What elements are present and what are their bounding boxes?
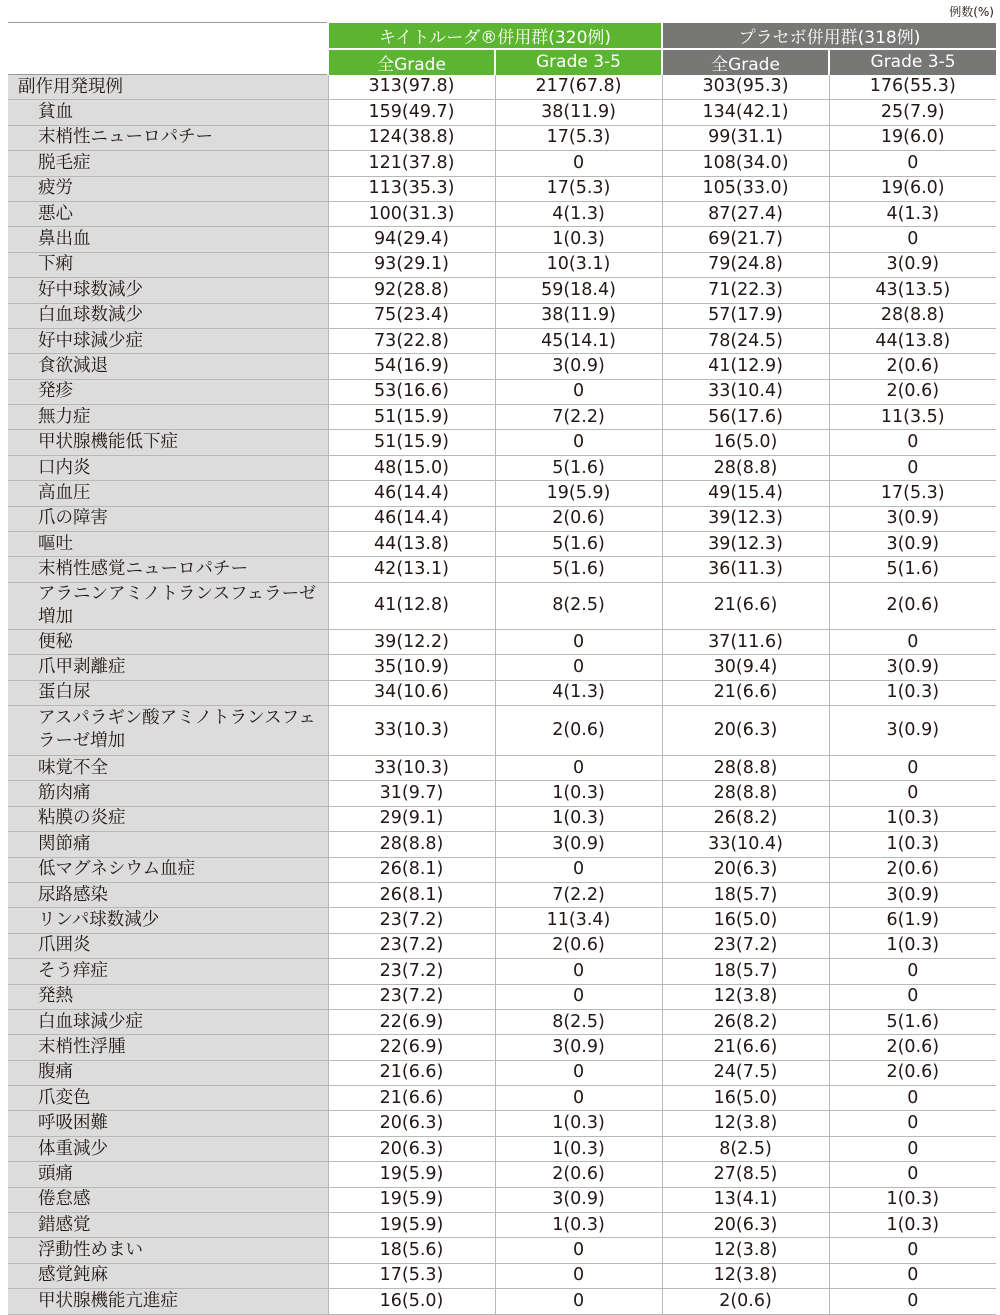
row-value: 134(42.1) xyxy=(662,100,829,125)
row-value: 38(11.9) xyxy=(495,303,662,328)
row-value: 0 xyxy=(495,959,662,984)
table-row xyxy=(8,1187,996,1212)
row-value: 21(6.6) xyxy=(328,1086,495,1111)
row-value: 0 xyxy=(495,1086,662,1111)
table-row xyxy=(8,481,996,506)
row-label: 嘔吐 xyxy=(8,532,328,557)
row-value: 0 xyxy=(829,959,996,984)
row-value: 21(6.6) xyxy=(662,582,829,629)
row-value: 3(0.9) xyxy=(829,655,996,680)
row-value: 3(0.9) xyxy=(829,252,996,277)
row-value: 1(0.3) xyxy=(495,227,662,252)
table-row xyxy=(8,806,996,831)
row-value: 12(3.8) xyxy=(662,1263,829,1288)
row-value: 5(1.6) xyxy=(829,557,996,582)
row-value: 2(0.6) xyxy=(829,582,996,629)
row-value: 0 xyxy=(495,151,662,176)
row-value: 17(5.3) xyxy=(328,1263,495,1288)
row-label: 下痢 xyxy=(8,252,328,277)
row-label: 低マグネシウム血症 xyxy=(8,857,328,882)
row-value: 1(0.3) xyxy=(829,933,996,958)
row-value: 2(0.6) xyxy=(829,857,996,882)
table-row xyxy=(8,933,996,958)
table-body xyxy=(8,75,996,1315)
row-value: 0 xyxy=(829,1086,996,1111)
table-row xyxy=(8,1060,996,1085)
subheader-placebo-all-grade: 全Grade xyxy=(662,49,829,75)
table-row xyxy=(8,125,996,150)
row-value: 4(1.3) xyxy=(495,680,662,705)
row-value: 33(10.3) xyxy=(328,755,495,780)
row-value: 34(10.6) xyxy=(328,680,495,705)
row-label: 爪甲剥離症 xyxy=(8,655,328,680)
table-row xyxy=(8,100,996,125)
row-label: 無力症 xyxy=(8,405,328,430)
row-label: 好中球減少症 xyxy=(8,328,328,353)
table-row xyxy=(8,227,996,252)
row-value: 3(0.9) xyxy=(495,1035,662,1060)
row-label: 尿路感染 xyxy=(8,882,328,907)
row-value: 2(0.6) xyxy=(495,1162,662,1187)
table-row xyxy=(8,278,996,303)
row-value: 45(14.1) xyxy=(495,328,662,353)
row-value: 26(8.2) xyxy=(662,1009,829,1034)
row-value: 0 xyxy=(829,1162,996,1187)
table-row xyxy=(8,252,996,277)
row-value: 108(34.0) xyxy=(662,151,829,176)
table-row xyxy=(8,379,996,404)
row-value: 12(3.8) xyxy=(662,1238,829,1263)
row-value: 27(8.5) xyxy=(662,1162,829,1187)
row-value: 1(0.3) xyxy=(829,806,996,831)
row-value: 16(5.0) xyxy=(328,1289,495,1314)
row-value: 0 xyxy=(495,1238,662,1263)
row-value: 0 xyxy=(829,755,996,780)
row-value: 16(5.0) xyxy=(662,430,829,455)
row-value: 19(5.9) xyxy=(328,1213,495,1238)
row-value: 16(5.0) xyxy=(662,908,829,933)
table-row xyxy=(8,354,996,379)
row-value: 11(3.5) xyxy=(829,405,996,430)
row-label: 甲状腺機能亢進症 xyxy=(8,1289,328,1314)
row-label: 蛋白尿 xyxy=(8,680,328,705)
row-label: 食欲減退 xyxy=(8,354,328,379)
row-value: 19(5.9) xyxy=(328,1187,495,1212)
row-label: 粘膜の炎症 xyxy=(8,806,328,831)
row-value: 33(10.4) xyxy=(662,379,829,404)
subheader-keytruda-all-grade: 全Grade xyxy=(328,49,495,75)
row-value: 0 xyxy=(495,655,662,680)
row-value: 51(15.9) xyxy=(328,430,495,455)
row-value: 41(12.8) xyxy=(328,582,495,629)
row-label: アスパラギン酸アミノトランスフェラーゼ増加 xyxy=(8,705,328,755)
row-value: 1(0.3) xyxy=(829,1213,996,1238)
row-label: 浮動性めまい xyxy=(8,1238,328,1263)
table-row xyxy=(8,680,996,705)
table-row xyxy=(8,655,996,680)
row-label: 筋肉痛 xyxy=(8,781,328,806)
row-value: 69(21.7) xyxy=(662,227,829,252)
row-value: 43(13.5) xyxy=(829,278,996,303)
row-value: 21(6.6) xyxy=(328,1060,495,1085)
row-label: 発熱 xyxy=(8,984,328,1009)
row-label: 感覚鈍麻 xyxy=(8,1263,328,1288)
table-row xyxy=(8,705,996,755)
row-value: 20(6.3) xyxy=(328,1111,495,1136)
row-value: 0 xyxy=(829,151,996,176)
row-value: 0 xyxy=(829,629,996,654)
row-value: 18(5.7) xyxy=(662,959,829,984)
row-value: 26(8.1) xyxy=(328,857,495,882)
row-value: 0 xyxy=(495,755,662,780)
row-value: 42(13.1) xyxy=(328,557,495,582)
row-value: 54(16.9) xyxy=(328,354,495,379)
row-value: 100(31.3) xyxy=(328,201,495,226)
row-value: 23(7.2) xyxy=(328,908,495,933)
row-value: 5(1.6) xyxy=(495,455,662,480)
table-row xyxy=(8,882,996,907)
row-value: 28(8.8) xyxy=(662,455,829,480)
row-value: 5(1.6) xyxy=(495,532,662,557)
table-row xyxy=(8,328,996,353)
row-label: 倦怠感 xyxy=(8,1187,328,1212)
row-value: 93(29.1) xyxy=(328,252,495,277)
row-value: 159(49.7) xyxy=(328,100,495,125)
row-value: 12(3.8) xyxy=(662,984,829,1009)
adverse-reactions-table xyxy=(8,22,996,1315)
row-value: 53(16.6) xyxy=(328,379,495,404)
row-label: アラニンアミノトランスフェラーゼ増加 xyxy=(8,582,328,629)
row-value: 39(12.2) xyxy=(328,629,495,654)
group-header-keytruda: キイトルーダ®併用群(320例) xyxy=(328,23,662,49)
row-value: 25(7.9) xyxy=(829,100,996,125)
row-value: 0 xyxy=(829,984,996,1009)
row-value: 0 xyxy=(829,1111,996,1136)
row-value: 20(6.3) xyxy=(662,1213,829,1238)
row-value: 35(10.9) xyxy=(328,655,495,680)
table-row xyxy=(8,781,996,806)
row-value: 23(7.2) xyxy=(328,984,495,1009)
row-label: 爪変色 xyxy=(8,1086,328,1111)
row-label: 錯感覚 xyxy=(8,1213,328,1238)
table-row xyxy=(8,984,996,1009)
row-value: 0 xyxy=(495,1289,662,1314)
row-value: 3(0.9) xyxy=(829,882,996,907)
group-header-placebo: プラセボ併用群(318例) xyxy=(662,23,996,49)
row-value: 0 xyxy=(829,1263,996,1288)
row-label: 脱毛症 xyxy=(8,151,328,176)
row-label: 口内炎 xyxy=(8,455,328,480)
row-value: 23(7.2) xyxy=(328,933,495,958)
row-value: 6(1.9) xyxy=(829,908,996,933)
row-label: 末梢性ニューロパチー xyxy=(8,125,328,150)
row-value: 30(9.4) xyxy=(662,655,829,680)
row-value: 0 xyxy=(495,629,662,654)
row-value: 17(5.3) xyxy=(495,125,662,150)
table-row xyxy=(8,832,996,857)
row-value: 22(6.9) xyxy=(328,1035,495,1060)
row-value: 26(8.2) xyxy=(662,806,829,831)
row-label: 悪心 xyxy=(8,201,328,226)
row-value: 23(7.2) xyxy=(328,959,495,984)
row-label: そう痒症 xyxy=(8,959,328,984)
row-value: 39(12.3) xyxy=(662,506,829,531)
row-value: 2(0.6) xyxy=(829,1060,996,1085)
row-label: 末梢性感覚ニューロパチー xyxy=(8,557,328,582)
row-value: 56(17.6) xyxy=(662,405,829,430)
row-value: 1(0.3) xyxy=(495,1111,662,1136)
table-row xyxy=(8,908,996,933)
row-value: 121(37.8) xyxy=(328,151,495,176)
table-row xyxy=(8,1213,996,1238)
header-row-groups xyxy=(8,23,996,49)
row-value: 0 xyxy=(829,1136,996,1161)
row-value: 18(5.6) xyxy=(328,1238,495,1263)
row-value: 78(24.5) xyxy=(662,328,829,353)
row-value: 19(6.0) xyxy=(829,125,996,150)
row-value: 99(31.1) xyxy=(662,125,829,150)
row-value: 0 xyxy=(495,379,662,404)
row-value: 16(5.0) xyxy=(662,1086,829,1111)
row-value: 18(5.7) xyxy=(662,882,829,907)
row-value: 13(4.1) xyxy=(662,1187,829,1212)
row-value: 59(18.4) xyxy=(495,278,662,303)
row-value: 17(5.3) xyxy=(495,176,662,201)
row-value: 3(0.9) xyxy=(495,354,662,379)
row-value: 39(12.3) xyxy=(662,532,829,557)
header-blank-cell xyxy=(8,23,328,75)
row-value: 1(0.3) xyxy=(829,680,996,705)
row-value: 113(35.3) xyxy=(328,176,495,201)
row-value: 46(14.4) xyxy=(328,481,495,506)
row-value: 2(0.6) xyxy=(495,933,662,958)
table-row xyxy=(8,1263,996,1288)
row-value: 71(22.3) xyxy=(662,278,829,303)
row-value: 1(0.3) xyxy=(829,1187,996,1212)
row-value: 21(6.6) xyxy=(662,1035,829,1060)
row-value: 5(1.6) xyxy=(829,1009,996,1034)
row-value: 87(27.4) xyxy=(662,201,829,226)
row-value: 20(6.3) xyxy=(662,857,829,882)
table-row xyxy=(8,1035,996,1060)
row-value: 46(14.4) xyxy=(328,506,495,531)
row-value: 0 xyxy=(829,430,996,455)
row-label: 体重減少 xyxy=(8,1136,328,1161)
subheader-keytruda-grade-3-5: Grade 3-5 xyxy=(495,49,662,75)
row-value: 21(6.6) xyxy=(662,680,829,705)
row-value: 2(0.6) xyxy=(495,705,662,755)
row-value: 94(29.4) xyxy=(328,227,495,252)
row-label: 腹痛 xyxy=(8,1060,328,1085)
row-label: 貧血 xyxy=(8,100,328,125)
row-label: 便秘 xyxy=(8,629,328,654)
row-value: 44(13.8) xyxy=(829,328,996,353)
row-value: 20(6.3) xyxy=(328,1136,495,1161)
row-label: 白血球減少症 xyxy=(8,1009,328,1034)
row-value: 8(2.5) xyxy=(495,582,662,629)
row-label: リンパ球数減少 xyxy=(8,908,328,933)
row-label: 白血球数減少 xyxy=(8,303,328,328)
row-value: 22(6.9) xyxy=(328,1009,495,1034)
row-value: 0 xyxy=(829,1238,996,1263)
row-value: 29(9.1) xyxy=(328,806,495,831)
row-value: 0 xyxy=(495,1263,662,1288)
row-label: 頭痛 xyxy=(8,1162,328,1187)
row-value: 17(5.3) xyxy=(829,481,996,506)
row-value: 4(1.3) xyxy=(829,201,996,226)
row-value: 0 xyxy=(495,1060,662,1085)
table-row xyxy=(8,1009,996,1034)
row-value: 7(2.2) xyxy=(495,882,662,907)
table-row xyxy=(8,176,996,201)
table-row xyxy=(8,1086,996,1111)
row-value: 79(24.8) xyxy=(662,252,829,277)
row-value: 73(22.8) xyxy=(328,328,495,353)
table-row xyxy=(8,201,996,226)
table-row xyxy=(8,582,996,629)
row-value: 1(0.3) xyxy=(829,832,996,857)
row-value: 92(28.8) xyxy=(328,278,495,303)
row-value: 23(7.2) xyxy=(662,933,829,958)
row-label: 高血圧 xyxy=(8,481,328,506)
row-value: 7(2.2) xyxy=(495,405,662,430)
row-value: 0 xyxy=(829,227,996,252)
table-row xyxy=(8,455,996,480)
row-value: 2(0.6) xyxy=(829,354,996,379)
row-value: 124(38.8) xyxy=(328,125,495,150)
row-value: 2(0.6) xyxy=(662,1289,829,1314)
row-value: 5(1.6) xyxy=(495,557,662,582)
row-label: 発疹 xyxy=(8,379,328,404)
row-value: 28(8.8) xyxy=(662,781,829,806)
unit-note: 例数(%) xyxy=(949,5,994,19)
row-value: 41(12.9) xyxy=(662,354,829,379)
table-row xyxy=(8,75,996,100)
row-value: 38(11.9) xyxy=(495,100,662,125)
table-row xyxy=(8,959,996,984)
row-label: 好中球数減少 xyxy=(8,278,328,303)
row-value: 19(5.9) xyxy=(495,481,662,506)
row-value: 33(10.3) xyxy=(328,705,495,755)
table-row xyxy=(8,506,996,531)
row-value: 28(8.8) xyxy=(662,755,829,780)
table-row xyxy=(8,755,996,780)
row-value: 176(55.3) xyxy=(829,75,996,100)
table-row xyxy=(8,857,996,882)
row-value: 303(95.3) xyxy=(662,75,829,100)
row-value: 1(0.3) xyxy=(495,806,662,831)
table-row xyxy=(8,557,996,582)
table-row xyxy=(8,1238,996,1263)
row-value: 28(8.8) xyxy=(829,303,996,328)
row-value: 2(0.6) xyxy=(829,379,996,404)
table-row xyxy=(8,1111,996,1136)
row-label: 味覚不全 xyxy=(8,755,328,780)
row-value: 20(6.3) xyxy=(662,705,829,755)
row-value: 26(8.1) xyxy=(328,882,495,907)
row-label: 末梢性浮腫 xyxy=(8,1035,328,1060)
row-value: 3(0.9) xyxy=(829,705,996,755)
row-label: 爪の障害 xyxy=(8,506,328,531)
row-value: 8(2.5) xyxy=(495,1009,662,1034)
row-value: 8(2.5) xyxy=(662,1136,829,1161)
table-row xyxy=(8,1162,996,1187)
row-value: 4(1.3) xyxy=(495,201,662,226)
row-value: 0 xyxy=(829,455,996,480)
row-value: 24(7.5) xyxy=(662,1060,829,1085)
row-value: 28(8.8) xyxy=(328,832,495,857)
table-row xyxy=(8,430,996,455)
row-value: 3(0.9) xyxy=(495,1187,662,1212)
row-value: 51(15.9) xyxy=(328,405,495,430)
subheader-placebo-grade-3-5: Grade 3-5 xyxy=(829,49,996,75)
row-value: 12(3.8) xyxy=(662,1111,829,1136)
row-value: 0 xyxy=(495,984,662,1009)
row-value: 0 xyxy=(829,1289,996,1314)
row-value: 313(97.8) xyxy=(328,75,495,100)
row-value: 11(3.4) xyxy=(495,908,662,933)
table-row xyxy=(8,151,996,176)
row-value: 1(0.3) xyxy=(495,1136,662,1161)
row-value: 10(3.1) xyxy=(495,252,662,277)
row-value: 0 xyxy=(829,781,996,806)
table-row xyxy=(8,1136,996,1161)
row-value: 19(6.0) xyxy=(829,176,996,201)
row-value: 36(11.3) xyxy=(662,557,829,582)
row-value: 48(15.0) xyxy=(328,455,495,480)
row-label: 甲状腺機能低下症 xyxy=(8,430,328,455)
row-value: 1(0.3) xyxy=(495,781,662,806)
table-row xyxy=(8,405,996,430)
row-value: 0 xyxy=(495,430,662,455)
row-value: 3(0.9) xyxy=(495,832,662,857)
row-label: 疲労 xyxy=(8,176,328,201)
table-row xyxy=(8,629,996,654)
row-value: 44(13.8) xyxy=(328,532,495,557)
row-value: 33(10.4) xyxy=(662,832,829,857)
row-value: 3(0.9) xyxy=(829,532,996,557)
row-value: 57(17.9) xyxy=(662,303,829,328)
row-label: 爪囲炎 xyxy=(8,933,328,958)
row-value: 217(67.8) xyxy=(495,75,662,100)
row-value: 3(0.9) xyxy=(829,506,996,531)
row-value: 37(11.6) xyxy=(662,629,829,654)
row-value: 31(9.7) xyxy=(328,781,495,806)
row-label: 関節痛 xyxy=(8,832,328,857)
row-value: 75(23.4) xyxy=(328,303,495,328)
row-label: 鼻出血 xyxy=(8,227,328,252)
row-value: 1(0.3) xyxy=(495,1213,662,1238)
table-row xyxy=(8,303,996,328)
row-value: 2(0.6) xyxy=(495,506,662,531)
table-row xyxy=(8,1289,996,1314)
row-value: 0 xyxy=(495,857,662,882)
row-value: 19(5.9) xyxy=(328,1162,495,1187)
row-label: 呼吸困難 xyxy=(8,1111,328,1136)
row-value: 105(33.0) xyxy=(662,176,829,201)
row-value: 49(15.4) xyxy=(662,481,829,506)
row-label: 副作用発現例 xyxy=(8,75,328,100)
table-row xyxy=(8,532,996,557)
row-value: 2(0.6) xyxy=(829,1035,996,1060)
